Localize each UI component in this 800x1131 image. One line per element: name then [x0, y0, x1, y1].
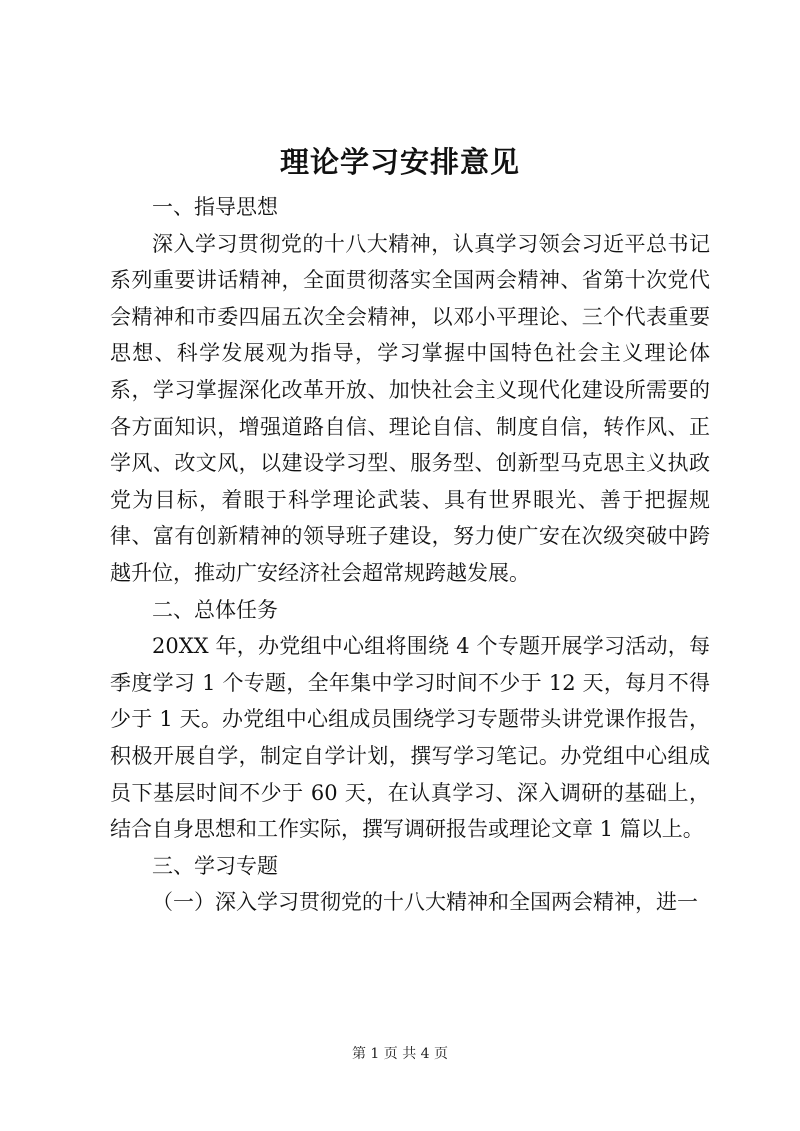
document-body [110, 189, 710, 921]
section-heading-study-topics: 三、学习专题 [152, 853, 278, 878]
document-title: 理论学习安排意见 [279, 145, 520, 179]
section-heading-guiding-thought: 一、指导思想 [152, 195, 278, 219]
paragraph-study-topic-1: （一）深入学习贯彻党的十八大精神和全国两会精神，进一 [152, 890, 698, 915]
section-heading-overall-tasks: 二、总体任务 [152, 597, 278, 622]
page-number-footer: 第 1 页 共 4 页 [351, 1046, 449, 1062]
paragraph-overall-tasks: 20XX 年，办党组中心组将围绕 4 个专题开展学习活动，每季度学习 1 个专题，全年集中学习时间不少于 12 天，每月不得少于 1 天。办党组中心组成员围绕学习专题带头讲党课作报告，积极开展自学，制定自学计划，撰写学习笔记。办党组中心组成员下基层时间不少于 60 天，在认真学习、深入调研的基础上，结合自身思想和工作实际，撰写调研报告或理论文章 1 篇以上。 [110, 634, 710, 842]
paragraph-guiding-thought: 深入学习贯彻党的十八大精神，认真学习领会习近平总书记系列重要讲话精神，全面贯彻落实全国两会精神、省第十次党代会精神和市委四届五次全会精神，以邓小平理论、三个代表重要思想、科学发展观为指导，学习掌握中国特色社会主义理论体系，学习掌握深化改革开放、加快社会主义现代化建设所需要的各方面知识，增强道路自信、理论自信、制度自信，转作风、正学风、改文风，以建设学习型、服务型、创新型马克思主义执政党为目标，着眼于科学理论武装、具有世界眼光、善于把握规律、富有创新精神的领导班子建设，努力使广安在次级突破中跨越升位，推动广安经济社会超常规跨越发展。 [110, 231, 710, 585]
